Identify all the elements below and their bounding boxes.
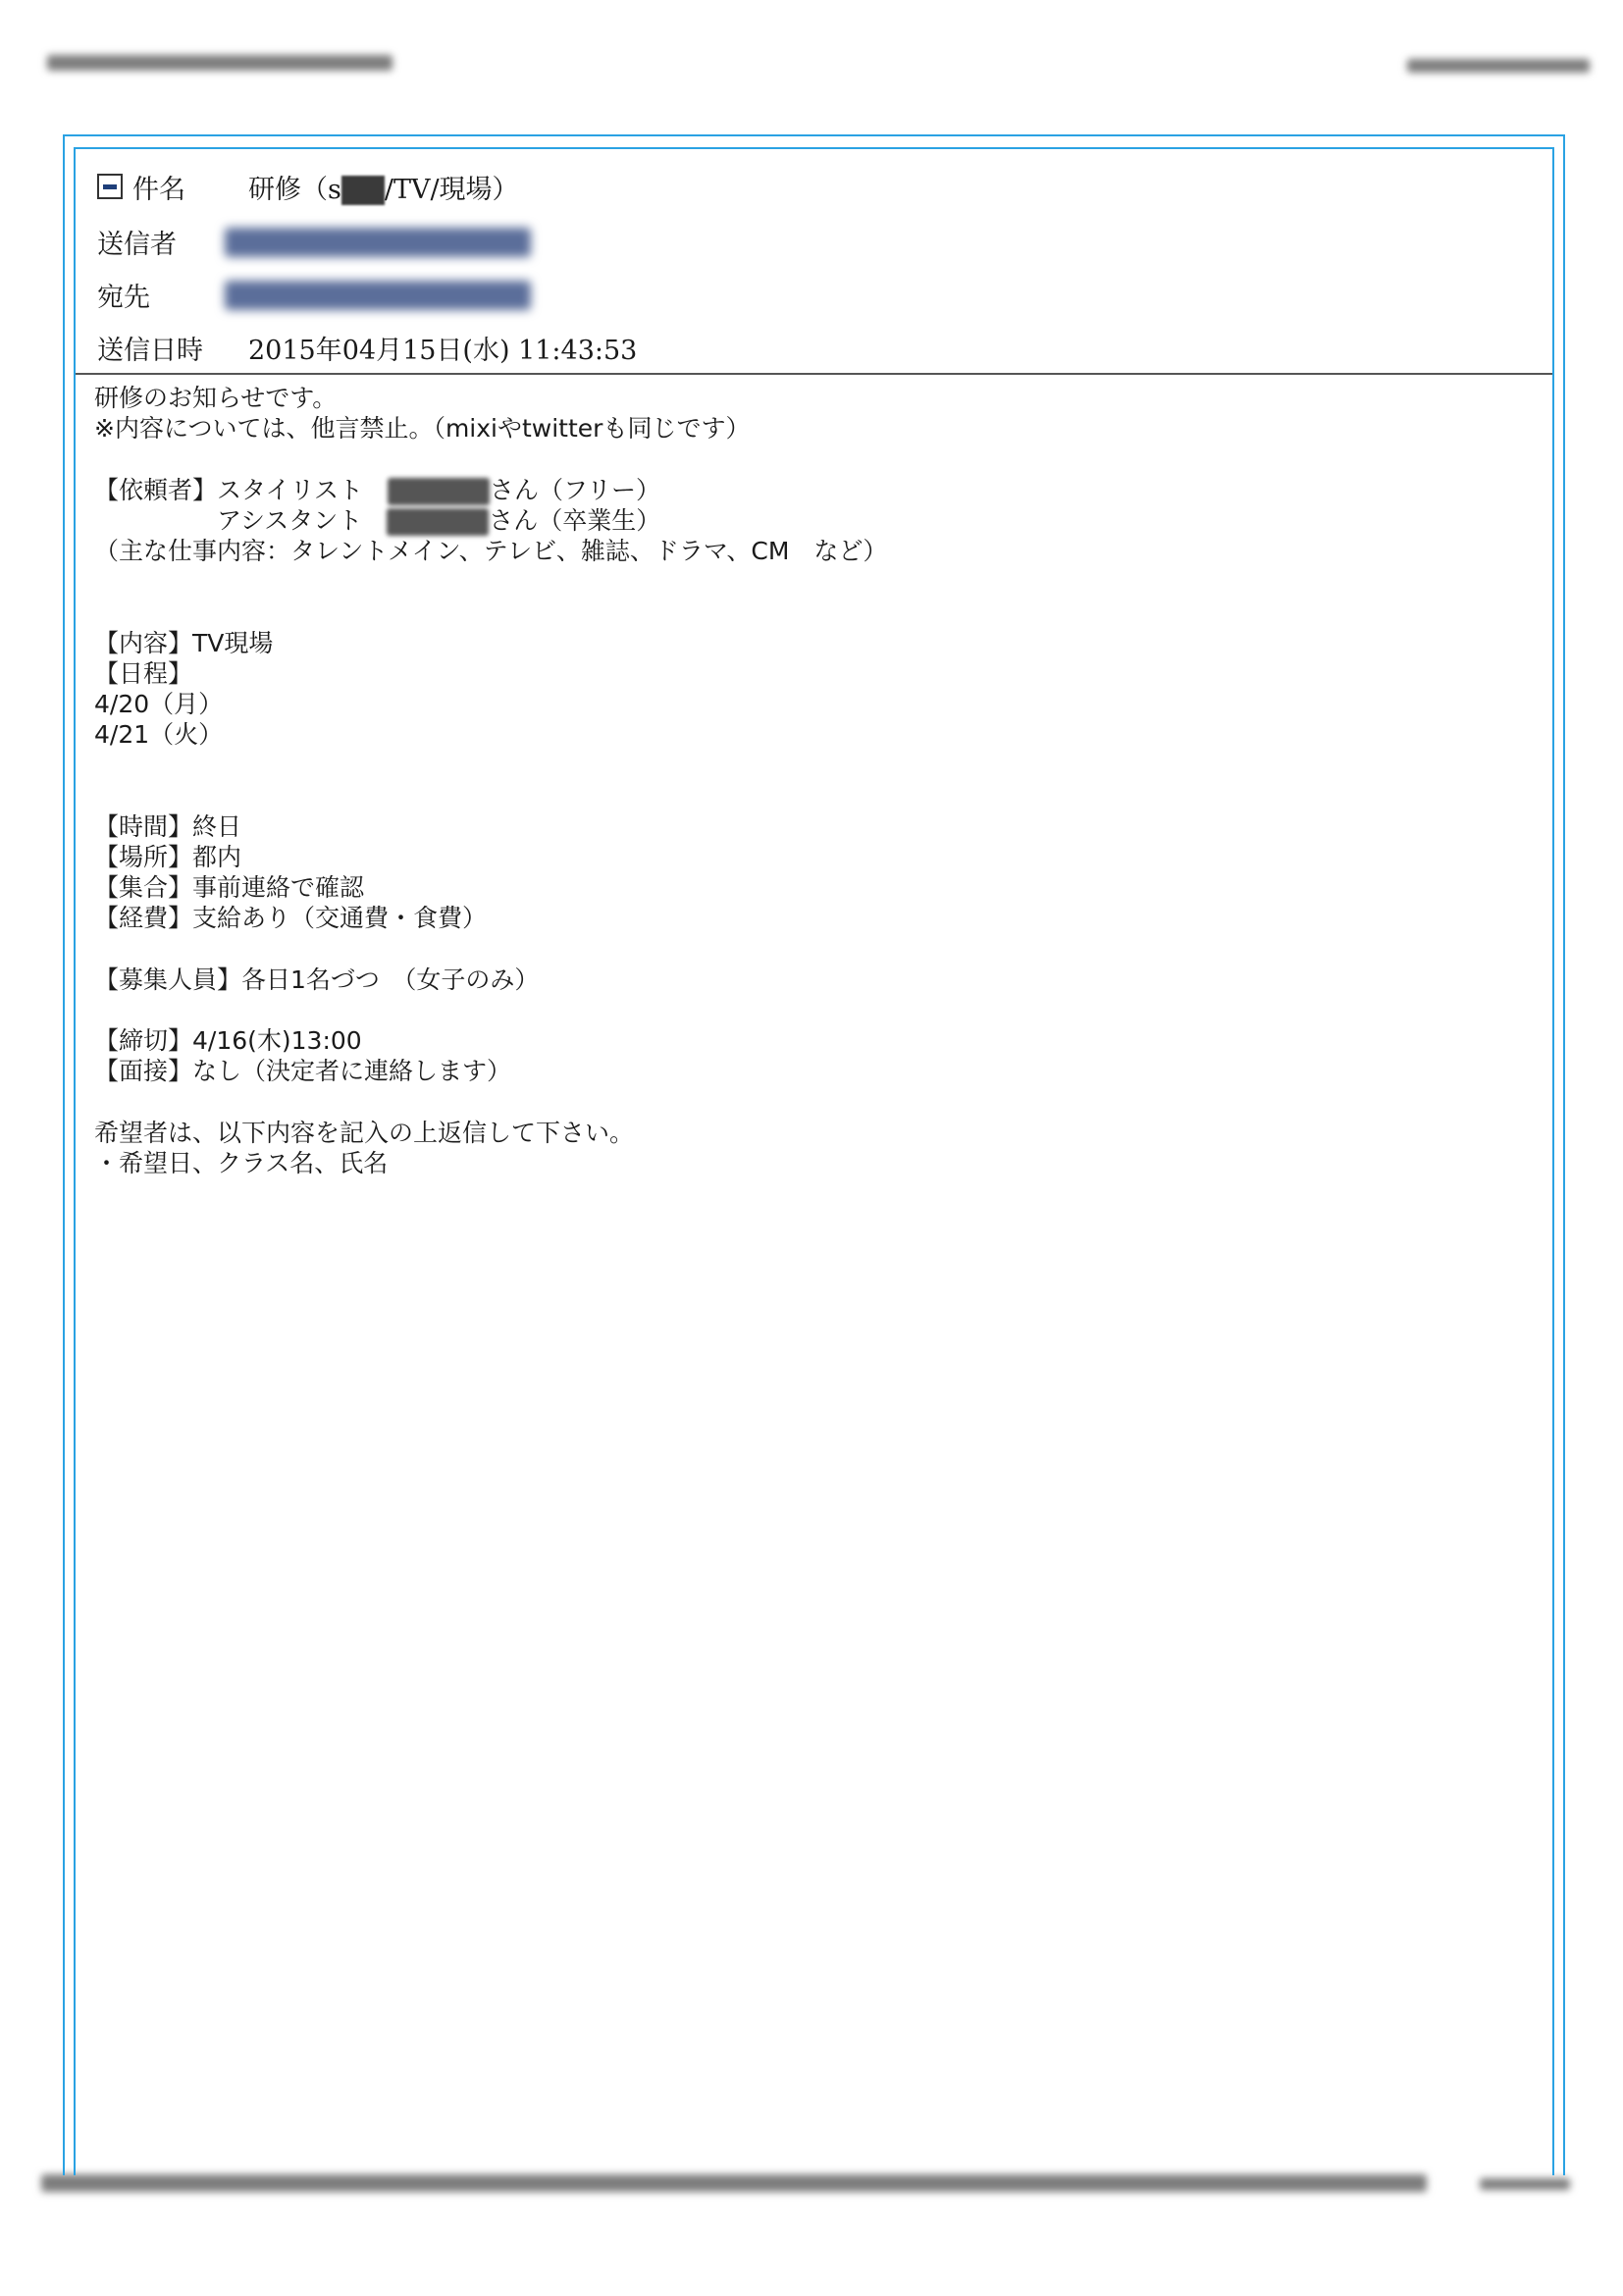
sent-date-row — [97, 328, 638, 367]
subject-value: 研修（s /TV/現場） — [248, 174, 519, 205]
body-assistant: アシスタント さん（卒業生） — [94, 505, 661, 535]
sent-date-label: 送信日時 — [97, 335, 203, 366]
body-requester: 【依頼者】スタイリスト さん（フリー） — [94, 475, 661, 504]
body-content: 【内容】TV現場 — [94, 628, 274, 657]
message-header — [76, 149, 1552, 375]
redaction — [388, 478, 490, 505]
body-date-2: 4/21（火） — [94, 720, 224, 750]
body-recruit: 【募集人員】各日1名づつ （女子のみ） — [94, 965, 540, 994]
body-expenses: 【経費】支給あり（交通費・食費） — [94, 904, 488, 933]
subject-label: 件名 — [132, 174, 185, 205]
sent-date-value: 2015年04月15日(水) 11:43:53 — [248, 335, 638, 366]
body-main-work: （主な仕事内容：タレントメイン、テレビ、雑誌、ドラマ、CM など） — [94, 536, 888, 565]
redaction — [387, 508, 489, 536]
body-notice: ※内容については、他言禁止。（mixiやtwitterも同じです） — [94, 414, 751, 444]
redaction — [341, 176, 385, 205]
message-body — [94, 383, 1527, 1178]
body-deadline: 【締切】4/16(木)13:00 — [94, 1025, 362, 1055]
sender-row — [97, 222, 177, 261]
recipient-row — [97, 275, 150, 314]
body-place: 【場所】都内 — [94, 842, 242, 871]
body-apply-items: ・希望日、クラス名、氏名 — [94, 1148, 389, 1177]
body-intro: 研修のお知らせです。 — [94, 384, 338, 412]
subject-row — [97, 167, 519, 206]
body-meeting: 【集合】事前連絡で確認 — [94, 873, 365, 902]
sender-redaction — [225, 228, 531, 257]
body-schedule-label: 【日程】 — [94, 658, 193, 688]
print-header-right — [1407, 59, 1590, 73]
body-time: 【時間】終日 — [94, 811, 242, 841]
body-date-1: 4/20（月） — [94, 689, 224, 718]
body-interview: 【面接】なし（決定者に連絡します） — [94, 1057, 512, 1086]
print-footer-page — [1480, 2178, 1570, 2190]
body-apply: 希望者は、以下内容を記入の上返信して下さい。 — [94, 1118, 635, 1147]
recipient-redaction — [225, 281, 531, 310]
print-header-left — [47, 55, 393, 71]
sender-label: 送信者 — [97, 229, 177, 260]
print-footer — [41, 2174, 1427, 2192]
recipient-label: 宛先 — [97, 282, 150, 313]
collapse-icon[interactable] — [97, 174, 123, 199]
